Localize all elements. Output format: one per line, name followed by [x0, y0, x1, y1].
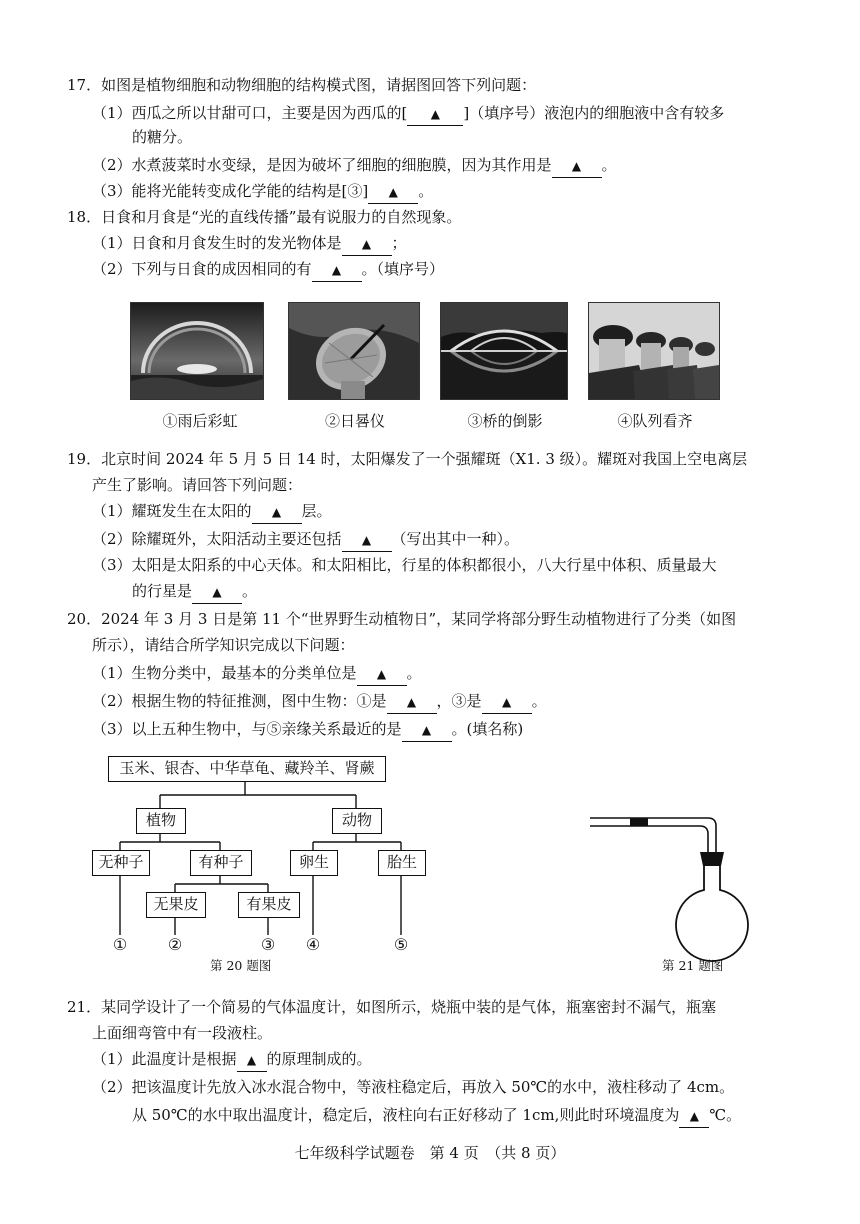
- q20-p3-text-b: 。(填名称): [451, 720, 524, 738]
- q21-stem-line1: 21．某同学设计了一个简易的气体温度计，如图所示，烧瓶中装的是气体，瓶塞密封不漏气，瓶塞: [67, 998, 717, 1016]
- q18-p2-text-b: 。（填序号）: [361, 260, 445, 278]
- triangle-marker-icon: ▲: [571, 159, 582, 173]
- photo-caption-2: ②日晷仪: [324, 412, 385, 430]
- q21-p1-text-b: 的原理制成的。: [266, 1050, 372, 1068]
- q20-stem-line2: 所示），请结合所学知识完成以下问题：: [92, 636, 355, 654]
- q21-p2-text-b: 从 50℃的水中取出温度计，稳定后，液柱向右正好移动了 1cm,则此时环境温度为: [132, 1106, 680, 1124]
- triangle-marker-icon: ▲: [501, 695, 512, 709]
- tree-leaf-4: ④: [305, 935, 321, 954]
- tree-live-birth-box: 胎生: [378, 850, 426, 876]
- q17-p1-text-b: ]（填序号）液泡内的细胞液中含有较多: [463, 104, 725, 122]
- triangle-marker-icon: ▲: [406, 695, 417, 709]
- q17-p3-text-a: （3）能将光能转变成化学能的结构是[③]: [92, 182, 369, 200]
- tree-leaf-1: ①: [112, 935, 128, 954]
- photo-caption-1: ①雨后彩虹: [162, 412, 238, 430]
- tree-leaf-2: ②: [167, 935, 183, 954]
- q21-part1: [92, 1048, 372, 1072]
- answer-blank[interactable]: [237, 1048, 267, 1072]
- page-footer: 七年级科学试题卷 第 4 页 （共 8 页）: [294, 1144, 566, 1162]
- q17-p2-text-b: 。: [601, 156, 617, 174]
- triangle-marker-icon: ▲: [246, 1053, 257, 1067]
- q20-p3-text-a: （3）以上五种生物中，与⑤亲缘关系最近的是: [92, 720, 402, 738]
- q18-stem: 18．日食和月食是“光的直线传播”最有说服力的自然现象。: [67, 208, 462, 226]
- triangle-marker-icon: ▲: [421, 723, 432, 737]
- q20-p1-text-a: （1）生物分类中，最基本的分类单位是: [92, 664, 357, 682]
- q19-p2-text-b: （写出其中一种）。: [391, 530, 520, 548]
- q17-p1-text-c: 的糖分。: [132, 128, 193, 146]
- tree-seed-box: 有种子: [190, 850, 252, 876]
- figure-20-caption: 第 20 题图: [210, 958, 272, 973]
- triangle-marker-icon: ▲: [430, 107, 441, 121]
- q20-p2-text-a: （2）根据生物的特征推测，图中生物：①是: [92, 692, 387, 710]
- tree-pericarp-box: 有果皮: [238, 892, 300, 918]
- liquid-column: [630, 818, 648, 827]
- q19-p3-text-c: 。: [242, 582, 258, 600]
- q20-p1-text-b: 。: [406, 664, 422, 682]
- triangle-marker-icon: ▲: [271, 505, 282, 519]
- triangle-marker-icon: ▲: [212, 585, 222, 599]
- q20-p2-text-c: 。: [531, 692, 547, 710]
- tree-plant-box: 植物: [136, 808, 186, 834]
- q18-p1-text-a: （1）日食和月食发生时的发光物体是: [92, 234, 342, 252]
- tree-no-pericarp-box: 无果皮: [146, 892, 206, 918]
- triangle-marker-icon: ▲: [331, 263, 342, 277]
- q21-stem-line2: 上面细弯管中有一段液柱。: [92, 1024, 273, 1042]
- triangle-marker-icon: ▲: [361, 237, 372, 251]
- q21-p2-text-a: （2）把该温度计先放入冰水混合物中，等液柱稳定后，再放入 50℃的水中，液柱移动了 4cm。: [92, 1078, 735, 1096]
- q21-p2-text-c: ℃。: [709, 1106, 742, 1124]
- triangle-marker-icon: ▲: [361, 533, 372, 547]
- q19-p3-text-b: 的行星是: [132, 582, 193, 600]
- q19-p1-text-a: （1）耀斑发生在太阳的: [92, 502, 252, 520]
- photo-caption-3: ③桥的倒影: [467, 412, 543, 430]
- answer-blank[interactable]: [679, 1104, 709, 1128]
- q20-stem-line1: 20．2024 年 3 月 3 日是第 11 个“世界野生动植物日”，某同学将部分野生动植物进行了分类（如图: [67, 610, 737, 628]
- tree-leaf-5: ⑤: [393, 935, 409, 954]
- flask-stopper: [700, 852, 724, 866]
- q17-p2-text-a: （2）水煮菠菜时水变绿，是因为破坏了细胞的细胞膜，因为其作用是: [92, 156, 552, 174]
- q19-stem-line1: 19．北京时间 2024 年 5 月 5 日 14 时，太阳爆发了一个强耀斑（X1. 3 级）。耀斑对我国上空电离层: [67, 450, 748, 468]
- q19-p1-text-b: 层。: [301, 502, 332, 520]
- figure-21-caption: 第 21 题图: [662, 958, 724, 973]
- q19-p2-text-a: （2）除耀斑外，太阳活动主要还包括: [92, 530, 342, 548]
- q17-p1-text-a: （1）西瓜之所以甘甜可口，主要是因为西瓜的[: [92, 104, 408, 122]
- q17-p3-text-b: 。: [418, 182, 434, 200]
- q19-p3-text-a: （3）太阳是太阳系的中心天体。和太阳相比，行星的体积都很小，八大行星中体积、质量最大: [92, 556, 717, 574]
- tree-animal-box: 动物: [332, 808, 382, 834]
- triangle-marker-icon: ▲: [388, 185, 398, 199]
- q17-stem: 17．如图是植物细胞和动物细胞的结构模式图，请据图回答下列问题：: [67, 76, 537, 94]
- q18-p1-text-b: ；: [391, 234, 407, 252]
- q21-part2-cont: [132, 1104, 741, 1128]
- q18-p2-text-a: （2）下列与日食的成因相同的有: [92, 260, 312, 278]
- photo-caption-4: ④队列看齐: [617, 412, 693, 430]
- gas-thermometer-flask: [590, 812, 760, 962]
- triangle-marker-icon: ▲: [689, 1109, 699, 1123]
- q19-stem-line2: 产生了影响。请回答下列问题：: [92, 476, 303, 494]
- tree-leaf-3: ③: [260, 935, 276, 954]
- tree-root-box: 玉米、银杏、中华草龟、藏羚羊、肾蕨: [108, 756, 386, 782]
- q21-p1-text-a: （1）此温度计是根据: [92, 1050, 237, 1068]
- triangle-marker-icon: ▲: [376, 667, 387, 681]
- tree-no-seed-box: 无种子: [92, 850, 150, 876]
- q20-p2-text-b: ，③是: [436, 692, 482, 710]
- tree-egg-box: 卵生: [290, 850, 338, 876]
